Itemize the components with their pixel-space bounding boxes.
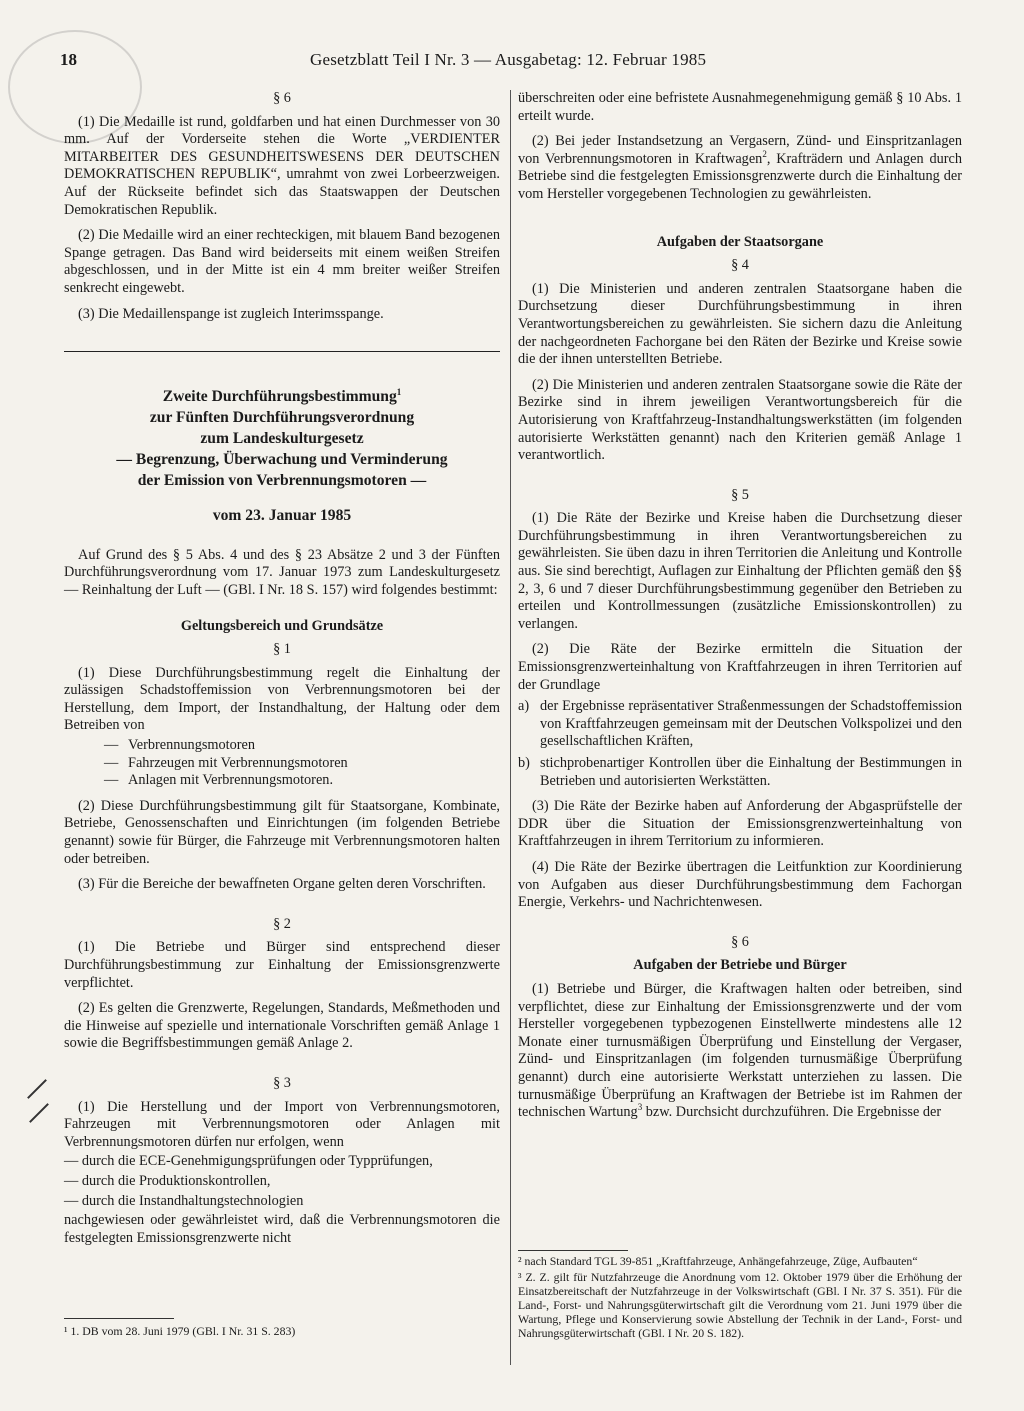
section-number: § 3 [273, 1074, 291, 1091]
paragraph: (4) Die Räte der Bezirke übertragen die Leitfunktion zur Koordinierung von Aufgaben aus dieser Durchführungsbestimmung dem Fachorgan Energie, Verkehrs- und Nachrichtenwesen. [518, 858, 962, 911]
footnote: ³ Z. Z. gilt für Nutzfahrzeuge die Anordnung vom 12. Oktober 1979 über die Erhöhung der Einsatzbereitschaft der Nutzfahrzeuge in der Volkswirtschaft (GBl. I Nr. 37 S. 351). Für die Land-, Forst- und Nahrungsgüterwirtschaft gilt die Verordnung vom 21. Juni 1979 über die Wartung, Pflege und Konservierung sowie Abstellung der Technik in der Land-, Forst- und Nahrungsgüterwirtschaft (GBl. I Nr. 20 S. 182). [518, 1270, 962, 1340]
column-divider [510, 90, 511, 1365]
footnotes-left [64, 1324, 500, 1340]
paragraph-text: bzw. Durchsicht durchzuführen. Die Ergebnisse der [642, 1104, 942, 1121]
right-column [518, 90, 962, 1130]
section-number: § 4 [731, 257, 749, 274]
paragraph: überschreiten oder eine befristete Ausnahmegenehmigung gemäß § 10 Abs. 1 erteilt wurde. [518, 90, 962, 124]
page-number: 18 [60, 50, 77, 69]
title-line: — Begrenzung, Überwachung und Verminderung [116, 451, 448, 469]
title-line: zur Fünften Durchführungsverordnung [149, 409, 415, 427]
paragraph: (2) Die Medaille wird an einer rechteckigen, mit blauem Band bezogenen Spange getragen. Das Band wird beiderseits mit einem weißen Streifen abgeschlossen, und in der Mitte ist ein 4 mm breiter weißer Streifen senkrecht eingewebt. [64, 227, 500, 296]
title-line: Zweite Durchführungsbestimmung [162, 388, 397, 406]
list-marker: a) [518, 698, 530, 715]
footnotes-right [518, 1254, 962, 1342]
paragraph: (1) Die Räte der Bezirke und Kreise haben die Durchsetzung dieser Durchführungsbestimmung in ihren Verantwortungsbereichen zu gewährleisten. Sie üben dazu in ihren Territorien die Anleitung und Kontrolle aus. Sie sind berechtigt, Auflagen zur Einhaltung der Pflichten gemäß den §§ 2, 3, 6 und 7 dieser Durchführungsbestimmung gegenüber den Betrieben zu erteilen und Kontrollmessungen (zusätzliche Emissionskontrollen) zu verlangen. [518, 510, 962, 632]
paragraph: (2) Diese Durchführungsbestimmung gilt für Staatsorgane, Kombinate, Betriebe, Genossenschaften und Einrichtungen (im folgenden Betriebe genannt) sowie für Bürger, die Fahrzeuge mit Verbrennungsmotoren halten oder betreiben. [64, 797, 500, 867]
section-number: § 1 [273, 641, 291, 658]
footnote-ref: 3 [637, 1102, 643, 1113]
paragraph: (3) Die Räte der Bezirke haben auf Anforderung der Abgasprüfstelle der DDR über die Situation der Emissionsgrenzwerteinhaltung von Kraftfahrzeugen in ihrem Territorium zu informieren. [518, 798, 962, 850]
left-column [64, 90, 500, 1255]
margin-mark [27, 1079, 47, 1099]
title-line: zum Landeskulturgesetz [200, 430, 364, 448]
list-item [518, 755, 962, 790]
document-title [64, 386, 500, 491]
paragraph: (3) Die Medaillenspange ist zugleich Interimsspange. [78, 305, 384, 322]
list-item: — durch die Produktionskontrollen, [64, 1172, 271, 1189]
paragraph: (3) Für die Bereiche der bewaffneten Organe gelten deren Vorschriften. [78, 876, 486, 893]
footnote: ² nach Standard TGL 39-851 „Kraftfahrzeuge, Anhängefahrzeuge, Züge, Aufbauten“ [518, 1254, 918, 1268]
paragraph: nachgewiesen oder gewährleistet wird, daß die Verbrennungsmotoren die festgelegten Emissionsgrenzwerte nicht [64, 1212, 500, 1246]
running-title: Gesetzblatt Teil I Nr. 3 — Ausgabetag: 12. Februar 1985 [310, 50, 707, 69]
section-heading: Aufgaben der Staatsorgane [656, 233, 824, 250]
list-item-text: der Ergebnisse repräsentativer Straßenmessungen der Schadstoffemission von Kraftfahrzeugen gemeinsam mit der Deutschen Volkspolizei und den gesellschaftlichen Kräften, [540, 698, 962, 750]
paragraph: (1) Die Ministerien und anderen zentralen Staatsorgane haben die Durchsetzung dieser Durchführungsbestimmung in ihren Verantwortungsbereichen zu gewährleisten. Sie sichern dazu die Anleitung der nachgeordneten Fachorgane bei den Räten der Bezirke und Kreise sowie die der ihnen unterstellten Betriebe. [518, 280, 962, 368]
paragraph: (1) Diese Durchführungsbestimmung regelt die Einhaltung der zulässigen Schadstoffemission von Verbrennungsmotoren bei der Herstellung, dem Import, der Instandhaltung, der Haltung oder dem Betreiben von [64, 664, 500, 734]
list-item: — Verbrennungsmotoren [64, 737, 500, 755]
list-item: — durch die Instandhaltungstechnologien [64, 1192, 304, 1209]
footnote: ¹ 1. DB vom 28. Juni 1979 (GBl. I Nr. 31 S. 283) [64, 1324, 296, 1338]
paragraph: (2) Es gelten die Grenzwerte, Regelungen, Standards, Meßmethoden und die Hinweise auf spezielle und internationale Vorschriften gemäß Anlage 1 sowie die Begriffsbestimmungen gemäß Anlage 2. [64, 1000, 500, 1052]
list-item: — Anlagen mit Verbrennungsmotoren. [64, 772, 500, 790]
section-heading: Geltungsbereich und Grundsätze [180, 617, 384, 634]
section-number: § 6 [273, 90, 291, 106]
page-header [60, 50, 960, 72]
section-number: § 5 [731, 486, 749, 503]
footnote-ref: 2 [762, 149, 767, 160]
paragraph-text: (1) Betriebe und Bürger, die Kraftwagen halten oder betreiben, sind verpflichtet, diese zur Einhaltung der Emissionsgrenzwerte und der vom Hersteller vorgegebenen typbezogenen Einstellwerte mindestens alle 12 Monate einer turnusmäßigen Überprüfung und Einstellung der Vergaser, Zünd- und Einspritzanlagen (im folgenden turnusmäßige Überprüfung genannt) durch eine autorisierte Werkstatt unterziehen zu lassen. Die turnusmäßige Überprüfung an Kraftwagen der Betriebe ist im Rahmen der technischen Wartung [518, 980, 962, 1121]
paragraph-text: (2) Bei jeder Instandsetzung an Vergasern, Zünd- und Einspritzanlagen von Verbrennungsmotoren in Kraftwagen [518, 133, 962, 167]
preamble: Auf Grund des § 5 Abs. 4 und des § 23 Absätze 2 und 3 der Fünften Durchführungsverordnung vom 17. Januar 1973 zum Landeskulturgesetz — Reinhaltung der Luft — (GBl. I Nr. 18 S. 157) wird folgendes bestimmt: [64, 546, 500, 598]
list-item: — durch die ECE-Genehmigungsprüfungen oder Typprüfungen, [64, 1153, 433, 1170]
title-line: der Emission von Verbrennungsmotoren — [137, 472, 427, 490]
section-heading: Aufgaben der Betriebe und Bürger [633, 957, 847, 974]
separator-rule [64, 351, 500, 352]
section-number: § 2 [273, 915, 291, 932]
footnote-rule [518, 1250, 628, 1251]
footnote-ref: 1 [396, 386, 402, 397]
list-item: — Fahrzeugen mit Verbrennungsmotoren [64, 755, 500, 773]
paragraph: (1) Die Medaille ist rund, goldfarben und hat einen Durchmesser von 30 mm. Auf der Vorderseite stehen die Worte „VERDIENTER MITARBEITER DES GESUNDHEITSWESENS DER DEUTSCHEN DEMOKRATISCHEN REPUBLIK“, umrahmt von zwei Lorbeerzweigen. Auf der Rückseite befindet sich das Staatswappen der Deutschen Demokratischen Republik. [64, 113, 500, 218]
margin-mark [29, 1103, 49, 1123]
paragraph: (1) Die Betriebe und Bürger sind entsprechend dieser Durchführungsbestimmung zur Einhaltung der Emissionsgrenzwerte verpflichtet. [64, 939, 500, 991]
paragraph: (2) Die Räte der Bezirke ermitteln die Situation der Emissionsgrenzwerteinhaltung von Kraftfahrzeugen in ihren Territorien auf der Grundlage [518, 641, 962, 693]
section-number: § 6 [731, 933, 749, 950]
list-marker: b) [518, 755, 530, 771]
paragraph: (2) Die Ministerien und anderen zentralen Staatsorgane sowie die Räte der Bezirke sind in ihrem jeweiligen Verantwortungsbereich für die Autorisierung von Kraftfahrzeug-Instandhaltungswerkstätten (im folgenden autorisierte Werkstätten genannt) nach den Kriterien gemäß Anlage 1 verantwortlich. [518, 376, 962, 464]
paragraph: (1) Die Herstellung und der Import von Verbrennungsmotoren, Fahrzeugen mit Verbrennungsmotoren oder Anlagen mit Verbrennungsmotoren dürfen nur erfolgen, wenn [64, 1098, 500, 1150]
paragraph [518, 981, 962, 1122]
paragraph-text: , Krafträdern und Anlagen durch Betriebe sind die festgelegten Emissionsgrenzwerte durch die Einhaltung der vom Hersteller vorgegebenen Technologien zu gewährleisten. [518, 150, 962, 202]
list-item [518, 698, 962, 751]
list-item-text: stichprobenartiger Kontrollen über die Einhaltung der Bestimmungen in Betrieben und autorisierten Werkstätten. [540, 755, 962, 789]
paragraph [518, 133, 962, 203]
document-date: vom 23. Januar 1985 [212, 507, 352, 525]
footnote-rule [64, 1318, 174, 1319]
